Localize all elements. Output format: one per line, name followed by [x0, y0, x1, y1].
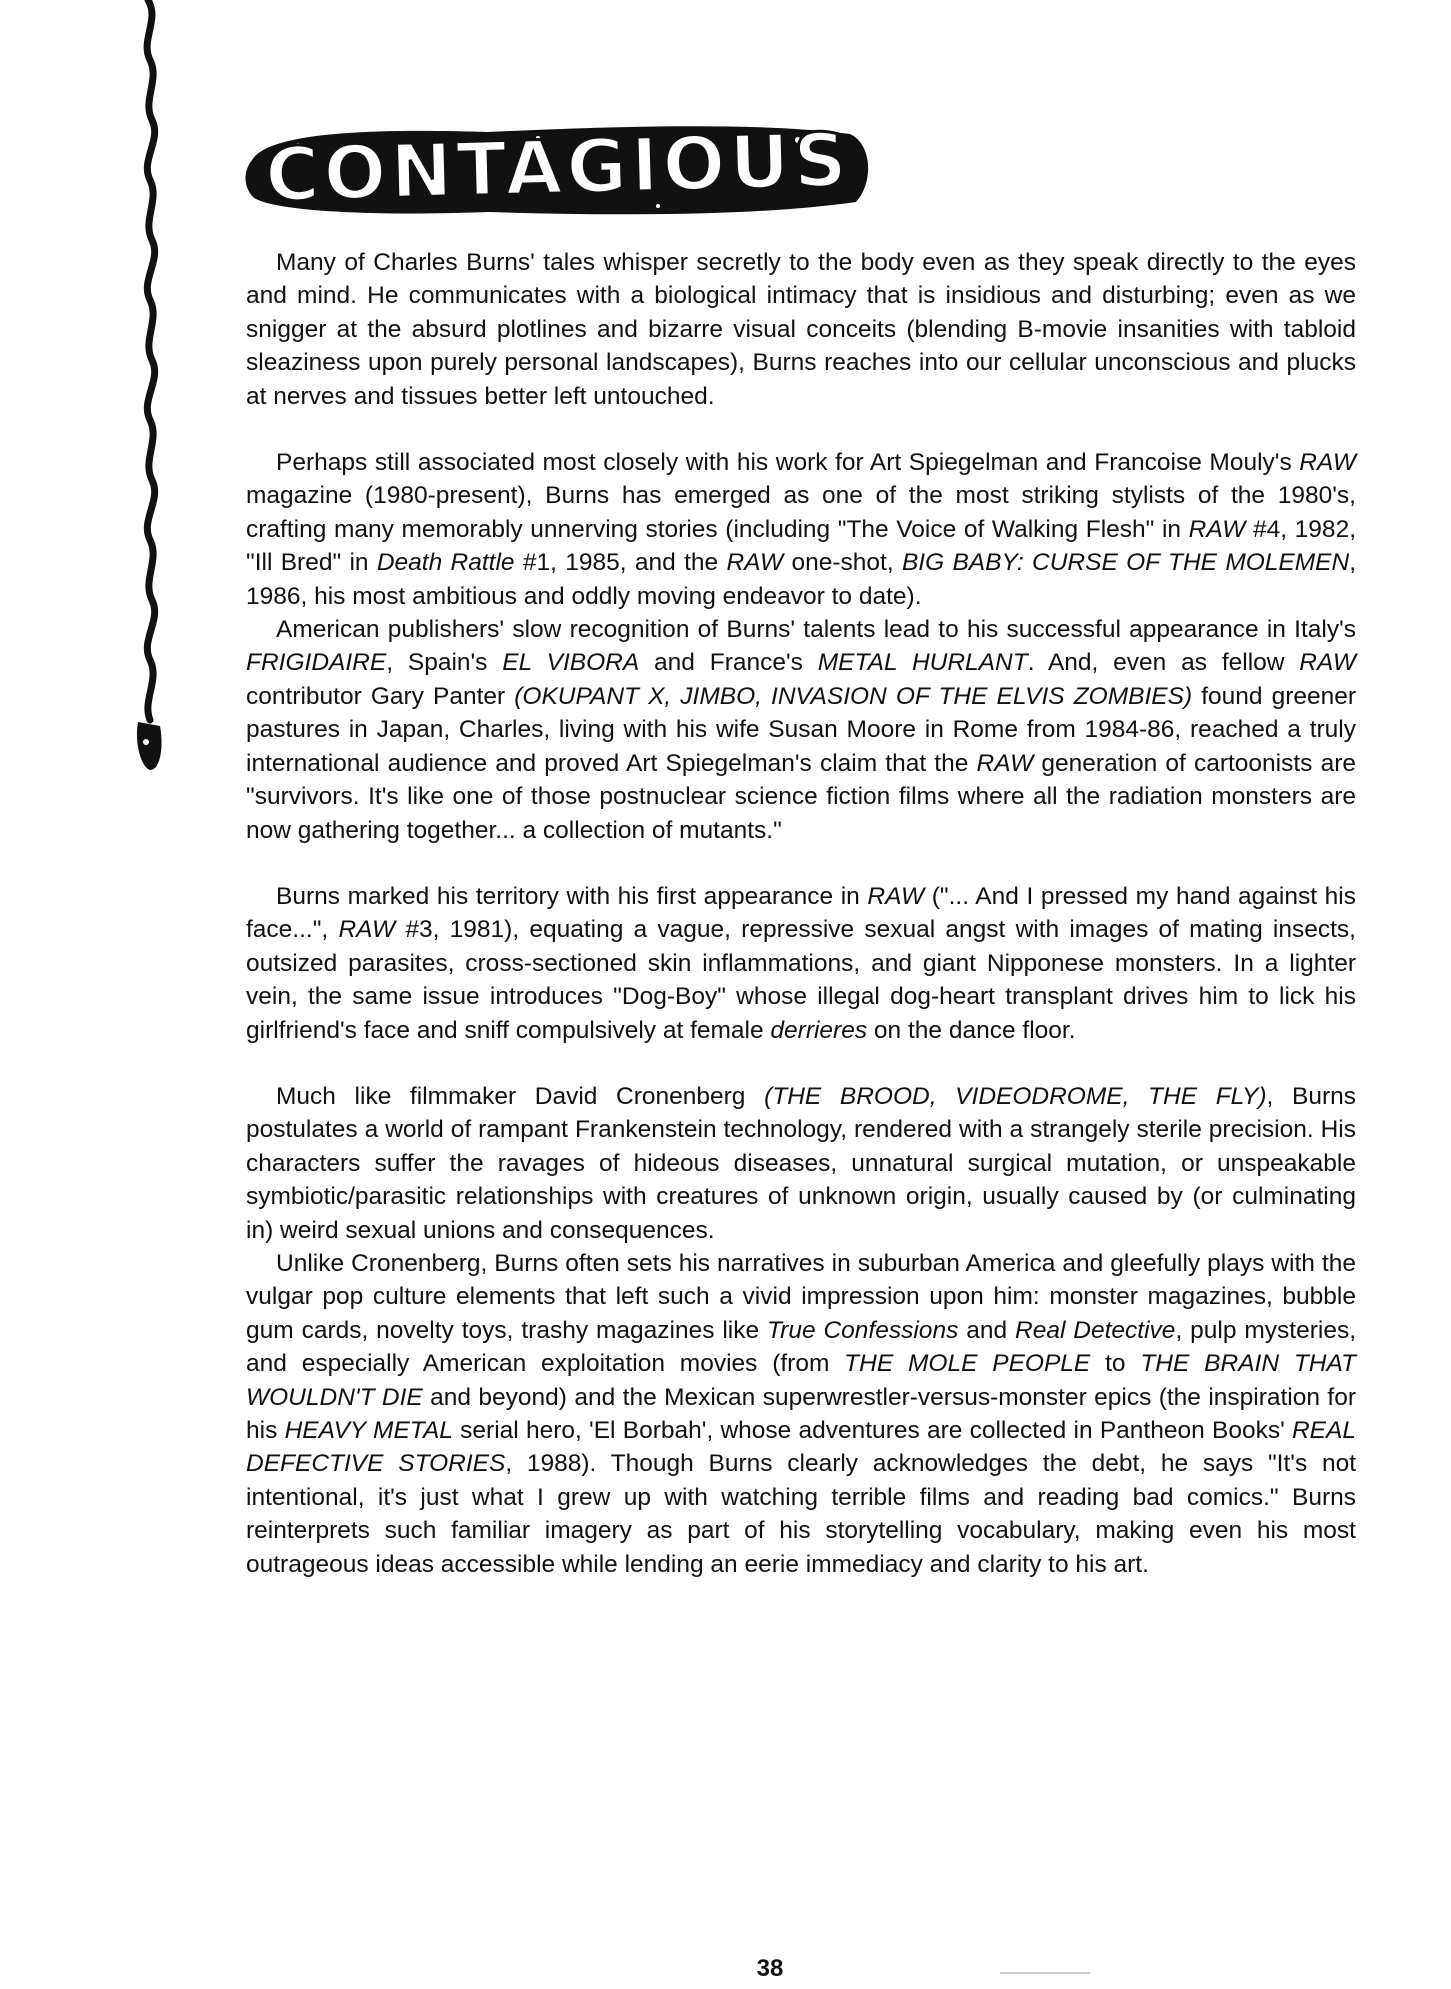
- paragraph-text: and: [958, 1316, 1016, 1344]
- paragraph-text: , 1986, his most ambitious and oddly moving endeavor to date).: [246, 549, 1357, 610]
- paragraph-text: ("... And I pressed my hand against his face...",: [246, 882, 1356, 944]
- italic-title-text: FRIGIDAIRE: [246, 649, 387, 677]
- paragraph-text: magazine (1980-present), Burns has emerged as one of the most striking stylists of the 1980's, crafting many memorably unnerving stories (including "The Voice of Walking Flesh" in: [246, 482, 1356, 543]
- paragraph-text: . And, even as fellow: [1027, 649, 1300, 677]
- italic-title-text: derrieres: [770, 1016, 868, 1044]
- paragraph-text: Many of Charles Burns' tales whisper secretly to the body even as they speak directly to the eyes and mind. He communicates with a biological intimacy that is insidious and disturbing; even as we snigger at the absurd plotlines and bizarre visual conceits (blending B-movie insanities with tabloid sleaziness upon purely personal landscapes), Burns reaches into our cellular unconscious and plucks at nerves and tissues better left untouched.: [246, 249, 1356, 410]
- italic-title-text: RAW: [726, 549, 784, 577]
- italic-title-text: RAW: [867, 882, 925, 910]
- italic-title-text: EL VIBORA: [502, 649, 640, 677]
- italic-title-text: RAW: [338, 916, 396, 944]
- italic-title-text: True Confessions: [767, 1316, 959, 1344]
- paragraph-text: and beyond) and the Mexican superwrestler-versus-monster epics (the inspiration for his: [246, 1383, 1356, 1444]
- article-paragraph: [246, 446, 1356, 613]
- paragraph-text: American publishers' slow recognition of Burns' talents lead to his successful appearance in Italy's: [276, 616, 1356, 644]
- italic-title-text: REAL DEFECTIVE STORIES: [246, 1417, 1356, 1478]
- paragraph-text: one-shot,: [783, 549, 902, 577]
- paragraph-text: contributor Gary Panter: [246, 682, 515, 710]
- paragraph-text: #1, 1985, and the: [514, 549, 727, 577]
- page-title: CONTAGIOUS: [264, 117, 852, 219]
- italic-title-text: RAW: [976, 749, 1034, 777]
- scan-smudge: [1000, 1972, 1090, 1974]
- italic-title-text: Real Detective: [1015, 1316, 1176, 1344]
- page-number: 38: [756, 1955, 784, 1982]
- article-paragraph: [246, 880, 1356, 1047]
- italic-title-text: THE MOLE PEOPLE: [844, 1350, 1091, 1378]
- italic-title-text: (THE BROOD, VIDEODROME, THE FLY): [764, 1082, 1267, 1110]
- paragraph-text: serial hero, 'El Borbah', whose adventures are collected in Pantheon Books': [452, 1417, 1292, 1444]
- article-paragraph: [246, 246, 1356, 413]
- paragraph-text: found greener pastures in Japan, Charles, living with his wife Susan Moore in Rome from 1984-86, reached a truly international audience and proved Art Spiegelman's claim that the: [246, 682, 1357, 777]
- paragraph-text: Much like filmmaker David Cronenberg: [276, 1082, 765, 1110]
- article-paragraph: [246, 1080, 1356, 1247]
- paragraph-text: #3, 1981), equating a vague, repressive sexual angst with images of mating insects, outsized parasites, cross-sectioned skin inflammations, and giant Nipponese monsters. In a lighter vein, the same issue introduces "Dog-Boy" whose illegal dog-heart transplant drives him to lick his girlfriend's face and sniff compulsively at female: [246, 916, 1356, 1044]
- paragraph-text: generation of cartoonists are "survivors. It's like one of those postnuclear science fiction films where all the radiation monsters are now gathering together... a collection of mutants.": [246, 749, 1356, 844]
- paragraph-text: , pulp mysteries, and especially American exploitation movies (from: [246, 1316, 1356, 1378]
- paragraph-text: , Burns postulates a world of rampant Frankenstein technology, rendered with a strangely sterile precision. His characters suffer the ravages of hideous diseases, unnatural surgical mutation, or unspeakable symbiotic/parasitic relationships with creatures of unknown origin, usually caused by (or culminating in) weird sexual unions and consequences.: [246, 1082, 1356, 1244]
- italic-title-text: (OKUPANT X, JIMBO, INVASION OF THE ELVIS ZOMBIES): [514, 682, 1193, 710]
- paragraph-text: #4, 1982, "Ill Bred" in: [246, 515, 1356, 577]
- paragraph-text: Unlike Cronenberg, Burns often sets his narratives in suburban America and gleefully plays with the vulgar pop culture elements that left such a vivid impression upon him: monster magazines, bubble gum cards, novelty toys, trashy magazines like: [246, 1249, 1356, 1344]
- italic-title-text: THE BRAIN THAT WOULDN'T DIE: [246, 1350, 1356, 1411]
- italic-title-text: Death Rattle: [376, 549, 515, 577]
- italic-title-text: RAW: [1299, 649, 1357, 677]
- italic-title-text: RAW: [1299, 449, 1356, 477]
- article-body: [246, 246, 1356, 1581]
- paragraph-text: and France's: [639, 649, 818, 677]
- italic-title-text: BIG BABY: CURSE OF THE MOLEMEN: [901, 549, 1350, 577]
- paragraph-text: Burns marked his territory with his first appearance in: [276, 882, 868, 910]
- italic-title-text: METAL HURLANT: [817, 649, 1028, 677]
- article-paragraph: [246, 1247, 1356, 1581]
- italic-title-text: RAW: [1188, 515, 1246, 543]
- squiggle-worm-illustration: [120, 0, 190, 790]
- paragraph-text: , 1988). Though Burns clearly acknowledges the debt, he says "It's not intentional, it's just what I grew up with watching terrible films and reading bad comics." Burns reinterprets such familiar imagery as part of his storytelling vocabulary, making even his most outrageous ideas accessible while lending an eerie immediacy and clarity to his art.: [246, 1450, 1356, 1578]
- article-paragraph: [246, 613, 1356, 847]
- paragraph-text: on the dance floor.: [867, 1016, 1076, 1044]
- italic-title-text: HEAVY METAL: [284, 1417, 453, 1444]
- paragraph-text: Perhaps still associated most closely with his work for Art Spiegelman and Francoise Mouly's: [276, 449, 1300, 477]
- paragraph-text: , Spain's: [386, 649, 503, 677]
- paragraph-text: to: [1090, 1350, 1141, 1378]
